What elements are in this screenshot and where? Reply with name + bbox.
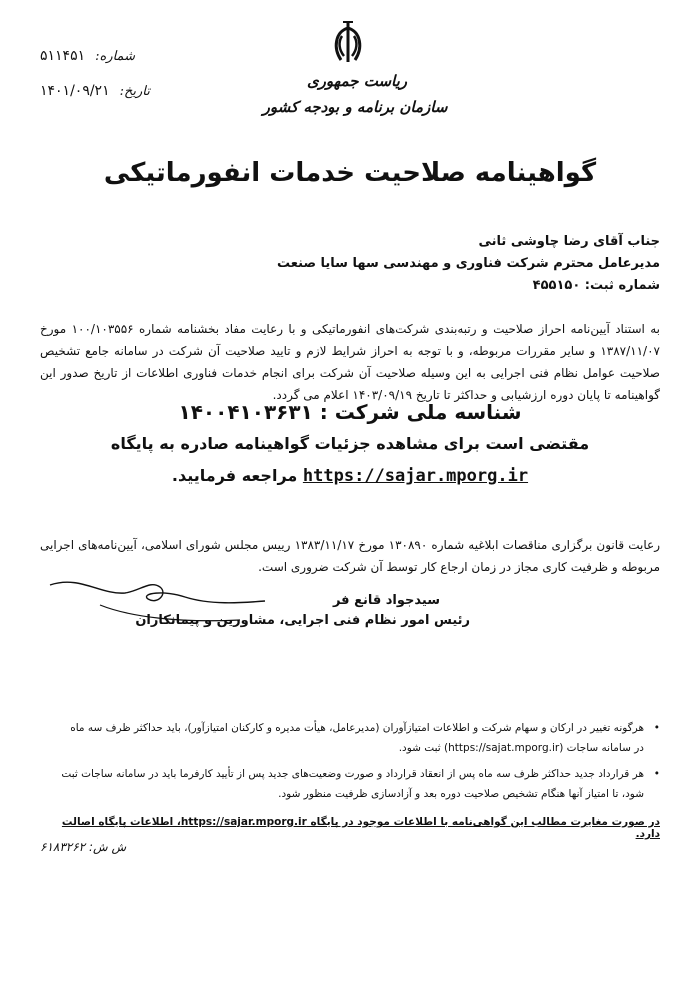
letter-date-value: ۱۴۰۱/۰۹/۲۱ — [40, 83, 110, 99]
national-id-label: شناسه ملی شرکت : — [319, 400, 522, 424]
registration-number: شماره ثبت: ۴۵۵۱۵۰ — [532, 278, 660, 293]
view-details-line: مقتضی است برای مشاهده جزئیات گواهینامه صادره به پایگاه — [110, 434, 590, 453]
bullet-icon: • — [653, 722, 660, 734]
list-item — [60, 764, 660, 804]
page-title: گواهینامه صلاحیت خدمات انفورماتیکی — [103, 158, 597, 188]
letter-number-label: شماره: — [95, 48, 135, 64]
sajar-link[interactable]: https://sajar.mporg.ir — [302, 466, 529, 486]
org-presidency: ریاست جمهوری — [306, 72, 408, 90]
addressee-position: مدیرعامل محترم شرکت فناوری و مهندسی سها سایا صنعت — [277, 256, 660, 271]
serial-number: ش ش: ۶۱۸۳۲۶۲ — [40, 840, 127, 854]
notes-list — [60, 718, 660, 810]
letter-number-value: ۵۱۱۴۵۱ — [40, 48, 86, 64]
signatory-name: سیدجواد قانع فر — [332, 593, 440, 608]
note-text: هرگونه تغییر در ارکان و سهام شرکت و اطلاعات امتیازآوران (مدیرعامل، هیأت مدیره و کارکنان امتیازآور)، باید حداکثر ظرف سه ماه در سامانه ساجات (https://sajat.mporg.ir) ثبت شود. — [70, 722, 644, 754]
national-id-line — [70, 400, 630, 424]
addressee-name: جناب آقای رضا چاوشی ثانی — [478, 234, 660, 249]
bullet-icon: • — [653, 768, 660, 780]
body-paragraph: به استناد آیین‌نامه احراز صلاحیت و رتبه‌بندی شرکت‌های انفورماتیکی و با رعایت مفاد بخشنامه شماره ۱۰۰/۱۰۳۵۵۶ مورخ ۱۳۸۷/۱۱/۰۷ و سایر مقررات مربوطه، و با توجه به احراز شرایط لازم و تایید صلاحیت آن شرکت در سامانه جامع تشخیص صلاحیت عوامل نظام فنی اجرایی به این وسیله صلاحیت آن شرکت برای انجام خدمات فناوری اطلاعات از تاریخ صدور این گواهینامه تا پایان دوره ارزشیابی و حداکثر تا تاریخ ۱۴۰۳/۰۹/۱۹ اعلام می گردد. — [40, 322, 660, 402]
letter-date-label: تاریخ: — [119, 83, 150, 99]
national-id-value: ۱۴۰۰۴۱۰۳۶۳۱ — [178, 400, 313, 424]
note-text: هر قرارداد جدید حداکثر ظرف سه ماه پس از انعقاد قرارداد و صورت وضعیت‌های جدید پس از تأیید کارفرما باید در سامانه ساجات ثبت شود، تا امتیاز آنها هنگام تشخیص صلاحیت دوره بعد و آزادسازی ظرفیت منظور شود. — [61, 768, 644, 800]
iran-emblem-icon — [323, 18, 373, 68]
letter-number-row — [40, 48, 135, 64]
view-details-suffix: مراجعه فرمایید. — [171, 466, 298, 485]
authenticity-warning: در صورت مغایرت مطالب این گواهی‌نامه با اطلاعات موجود در پایگاه https://sajar.mporg.ir، اطلاعات پایگاه اصالت دارد. — [61, 816, 660, 840]
org-plan-budget: سازمان برنامه و بودجه کشور — [262, 98, 448, 116]
letter-date-row — [40, 83, 150, 99]
view-details-link-line — [70, 466, 630, 486]
list-item — [60, 718, 660, 758]
signatory-title: رئیس امور نظام فنی اجرایی، مشاورین و پیمانکاران — [135, 613, 470, 628]
compliance-paragraph: رعایت قانون برگزاری مناقصات ابلاغیه شماره ۱۳۰۸۹۰ مورخ ۱۳۸۳/۱۱/۱۷ رییس مجلس شورای اسلامی، آیین‌نامه‌های اجرایی مربوطه و ظرفیت کاری مجاز در زمان ارجاع کار توسط آن شرکت ضروری است. — [40, 538, 660, 574]
